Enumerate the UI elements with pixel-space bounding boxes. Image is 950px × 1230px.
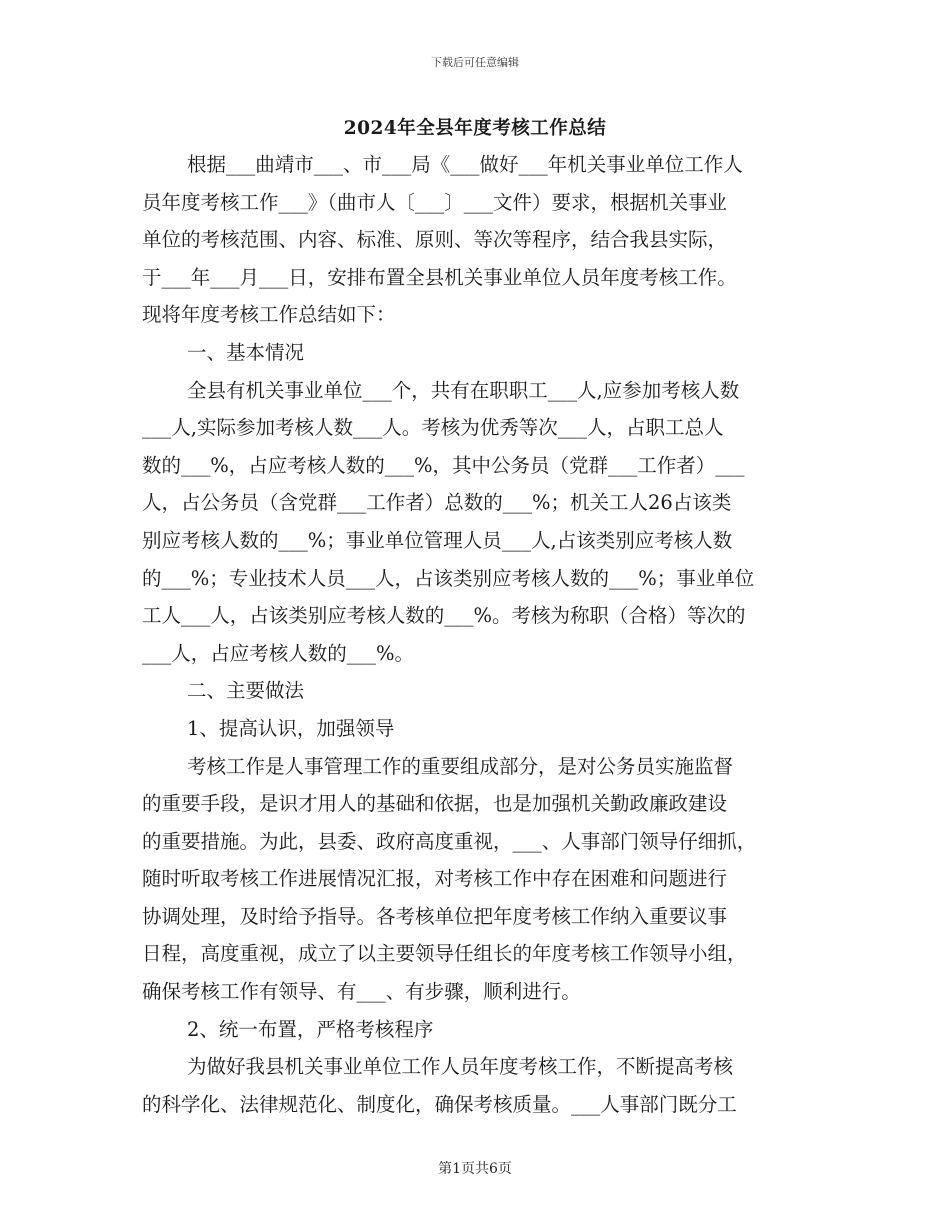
header-note: 下载后可任意编辑 — [431, 56, 519, 69]
paragraph-line: 协调处理，及时给予指导。各考核单位把年度考核工作纳入重要议事 — [142, 904, 728, 928]
paragraph-line: 于___年___月___日，安排布置全县机关事业单位人员年度考核工作。 — [142, 265, 737, 289]
paragraph-line: 别应考核人数的___%；事业单位管理人员___人,占该类别应考核人数 — [142, 528, 733, 552]
paragraph-line: ___人,实际参加考核人数___人。考核为优秀等次___人，占职工总人 — [142, 416, 724, 440]
paragraph-line: 员年度考核工作___》（曲市人〔___〕___文件）要求，根据机关事业 — [142, 190, 728, 214]
paragraph-line: 根据___曲靖市___、市___局《___做好___年机关事业单位工作人 — [187, 153, 743, 176]
paragraph-line: 考核工作是人事管理工作的重要组成部分，是对公务员实施监督 — [187, 754, 734, 778]
paragraph-line: 的重要措施。为此，县委、政府高度重视，___、人事部门领导仔细抓， — [142, 829, 757, 853]
subsection-heading: 2、统一布置，严格考核程序 — [187, 1017, 434, 1041]
section-heading: 二、主要做法 — [187, 679, 305, 703]
document-title: 2024年全县年度考核工作总结 — [343, 118, 607, 139]
paragraph-line: 现将年度考核工作总结如下： — [142, 303, 396, 327]
paragraph-line: 人，占公务员（含党群___工作者）总数的___%；机关工人26占该类 — [142, 491, 732, 515]
paragraph-line: 确保考核工作有领导、有___、有步骤，顺利进行。 — [142, 980, 581, 1004]
page-number: 第1页共6页 — [438, 1161, 512, 1177]
paragraph-line: 的科学化、法律规范化、制度化，确保考核质量。___人事部门既分工 — [142, 1092, 737, 1116]
section-heading: 一、基本情况 — [187, 340, 305, 364]
paragraph-line: 数的___%，占应考核人数的___%，其中公务员（党群___工作者）___ — [142, 453, 745, 477]
paragraph-line: 为做好我县机关事业单位工作人员年度考核工作，不断提高考核 — [187, 1055, 734, 1079]
paragraph-line: 全县有机关事业单位___个，共有在职职工___人,应参加考核人数 — [187, 378, 740, 402]
subsection-heading: 1、提高认识，加强领导 — [187, 716, 395, 740]
paragraph-line: 工人___人，占该类别应考核人数的___%。考核为称职（合格）等次的 — [142, 604, 746, 628]
paragraph-line: ___人，占应考核人数的___%。 — [142, 641, 415, 665]
paragraph-line: 的___%；专业技术人员___人，占该类别应考核人数的___%；事业单位 — [142, 566, 755, 590]
paragraph-line: 的重要手段，是识才用人的基础和依据，也是加强机关勤政廉政建设 — [142, 792, 728, 816]
paragraph-line: 随时听取考核工作进展情况汇报，对考核工作中存在困难和问题进行 — [142, 867, 728, 891]
paragraph-line: 日程，高度重视，成立了以主要领导任组长的年度考核工作领导小组， — [142, 942, 747, 966]
document-body — [142, 146, 814, 1123]
paragraph-line: 单位的考核范围、内容、标准、原则、等次等程序，结合我县实际， — [142, 228, 728, 252]
